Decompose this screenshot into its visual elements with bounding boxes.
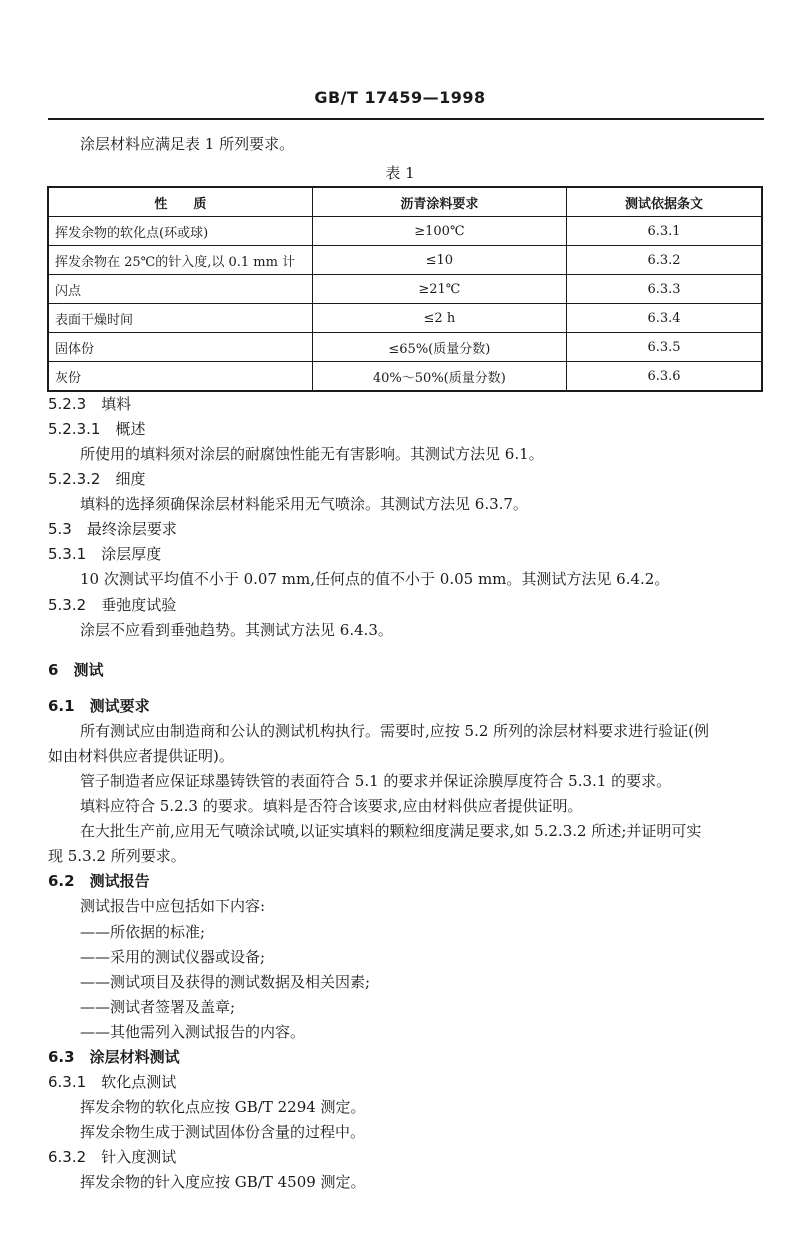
body-paragraph: 测试报告中应包括如下内容: — [80, 897, 266, 915]
body-paragraph: 涂层不应看到垂弛趋势。其测试方法见 6.4.3。 — [80, 621, 393, 639]
table-cell-requirement: 40%～50%(质量分数) — [312, 362, 566, 392]
table-row — [48, 362, 762, 392]
body-paragraph-continuation: 现 5.3.2 所列要求。 — [48, 847, 186, 865]
section-title: 最终涂层要求 — [86, 520, 177, 538]
section-number: 5.3.1 — [48, 545, 87, 563]
section-heading — [48, 469, 146, 489]
section-heading — [48, 696, 150, 716]
table-cell-clause: 6.3.3 — [567, 275, 762, 304]
table-row — [48, 333, 762, 362]
section-title: 垂弛度试验 — [101, 596, 177, 614]
section-heading — [48, 1147, 176, 1167]
coating-requirements-table — [47, 186, 763, 392]
section-title: 细度 — [115, 470, 146, 488]
body-paragraph: 在大批生产前,应用无气喷涂试喷,以证实填料的颗粒细度满足要求,如 5.2.3.2 所述;并证明可实 — [80, 822, 702, 840]
table-row — [48, 246, 762, 275]
section-number: 6.1 — [48, 697, 75, 715]
table-cell-clause: 6.3.4 — [567, 304, 762, 333]
table-cell-requirement: ≤10 — [312, 246, 566, 275]
section-number: 5.3.2 — [48, 596, 87, 614]
list-item: ——其他需列入测试报告的内容。 — [80, 1023, 306, 1041]
section-number: 6.3.2 — [48, 1148, 87, 1166]
section-number: 5.2.3 — [48, 395, 87, 413]
table-cell-clause: 6.3.2 — [567, 246, 762, 275]
list-item: ——所依据的标准; — [80, 923, 206, 941]
column-header-requirement: 沥青涂料要求 — [312, 187, 566, 217]
table-cell-requirement: ≤2 h — [312, 304, 566, 333]
section-title: 概述 — [115, 420, 146, 438]
section-title: 涂层厚度 — [101, 545, 162, 563]
column-header-clause: 测试依据条文 — [567, 187, 762, 217]
table-cell-clause: 6.3.1 — [567, 217, 762, 246]
table-cell-property: 挥发余物在 25℃的针入度,以 0.1 mm 计 — [48, 246, 312, 275]
section-heading — [48, 1047, 180, 1067]
section-number: 5.3 — [48, 520, 72, 538]
body-paragraph: 填料应符合 5.2.3 的要求。填料是否符合该要求,应由材料供应者提供证明。 — [80, 797, 583, 815]
section-title: 填料 — [101, 395, 132, 413]
body-paragraph: 填料的选择须确保涂层材料能采用无气喷涂。其测试方法见 6.3.7。 — [80, 495, 528, 513]
table-cell-clause: 6.3.5 — [567, 333, 762, 362]
section-title: 涂层材料测试 — [89, 1048, 180, 1066]
section-title: 测试 — [73, 661, 104, 679]
table-cell-property: 固体份 — [48, 333, 312, 362]
section-heading — [48, 519, 177, 539]
section-title: 测试要求 — [89, 697, 150, 715]
section-number: 6.2 — [48, 872, 75, 890]
body-paragraph: 所有测试应由制造商和公认的测试机构执行。需要时,应按 5.2 所列的涂层材料要求进行验证(例 — [80, 722, 710, 740]
table-cell-requirement: ≤65%(质量分数) — [312, 333, 566, 362]
table-cell-property: 闪点 — [48, 275, 312, 304]
column-header-property: 性 质 — [48, 187, 312, 217]
section-heading — [48, 394, 131, 414]
document-code-header: GB/T 17459—1998 — [314, 88, 486, 107]
section-number: 5.2.3.2 — [48, 470, 101, 488]
section-heading — [48, 419, 146, 439]
table-cell-requirement: ≥21℃ — [312, 275, 566, 304]
section-number: 6 — [48, 661, 59, 679]
intro-paragraph: 涂层材料应满足表 1 所列要求。 — [80, 135, 295, 153]
chapter-heading — [48, 660, 103, 680]
body-paragraph: 挥发余物的针入度应按 GB/T 4509 测定。 — [80, 1173, 366, 1191]
section-heading — [48, 871, 150, 891]
section-title: 针入度测试 — [101, 1148, 177, 1166]
section-number: 5.2.3.1 — [48, 420, 101, 438]
section-heading — [48, 544, 161, 564]
table-cell-requirement: ≥100℃ — [312, 217, 566, 246]
list-item: ——采用的测试仪器或设备; — [80, 948, 266, 966]
body-paragraph: 10 次测试平均值不小于 0.07 mm,任何点的值不小于 0.05 mm。其测试方法见 6.4.2。 — [80, 570, 670, 588]
section-number: 6.3.1 — [48, 1073, 87, 1091]
table-row — [48, 217, 762, 246]
body-paragraph: 挥发余物生成于测试固体份含量的过程中。 — [80, 1123, 366, 1141]
table-cell-property: 表面干燥时间 — [48, 304, 312, 333]
section-title: 软化点测试 — [101, 1073, 177, 1091]
table-cell-clause: 6.3.6 — [567, 362, 762, 392]
table-caption: 表 1 — [385, 164, 415, 182]
list-item: ——测试者签署及盖章; — [80, 998, 236, 1016]
section-number: 6.3 — [48, 1048, 75, 1066]
body-paragraph-continuation: 如由材料供应者提供证明)。 — [48, 747, 234, 765]
section-heading — [48, 1072, 176, 1092]
list-item: ——测试项目及获得的测试数据及相关因素; — [80, 973, 371, 991]
header-divider — [48, 118, 764, 120]
table-cell-property: 灰份 — [48, 362, 312, 392]
body-paragraph: 所使用的填料须对涂层的耐腐蚀性能无有害影响。其测试方法见 6.1。 — [80, 445, 544, 463]
table-row — [48, 304, 762, 333]
body-paragraph: 挥发余物的软化点应按 GB/T 2294 测定。 — [80, 1098, 366, 1116]
table-header-row — [48, 187, 762, 217]
body-paragraph: 管子制造者应保证球墨铸铁管的表面符合 5.1 的要求并保证涂膜厚度符合 5.3.1 的要求。 — [80, 772, 672, 790]
table-row — [48, 275, 762, 304]
section-heading — [48, 595, 176, 615]
table-cell-property: 挥发余物的软化点(环或球) — [48, 217, 312, 246]
section-title: 测试报告 — [89, 872, 150, 890]
